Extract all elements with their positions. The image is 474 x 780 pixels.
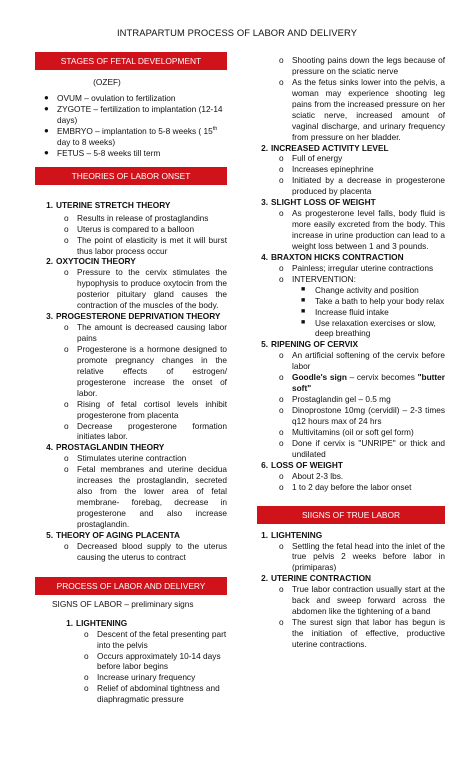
hollow-circle-icon: o xyxy=(279,617,284,628)
hollow-circle-icon: o xyxy=(279,584,284,595)
list-item: o As progesterone level falls, body fluid is more easily excreted from the body. This increase in urine production can lead to a weight loss between 1 and 3 pounds. xyxy=(279,208,445,251)
list-item: o True labor contraction usually start at the back and sweep forward across the abdomen like the tightening of a band xyxy=(279,584,445,617)
list-item: o Progesterone is a hormone designed to promote pregnancy changes in the relative effects of estrogen/ progesterone increase the onset of labor. xyxy=(64,343,227,398)
list-item: ■ Use relaxation exercises or slow, deep breathing xyxy=(301,317,436,339)
list-item: o Uterus is compared to a balloon xyxy=(64,223,195,234)
list-item: 5. RIPENING OF CERVIX xyxy=(261,339,358,350)
list-item: o Done if cervix is "UNRIPE" or thick and undilated xyxy=(279,437,445,459)
hollow-circle-icon: o xyxy=(279,76,284,87)
list-item: o Prostaglandin gel – 0.5 mg xyxy=(279,394,391,405)
list-item: o Rising of fetal cortisol levels inhibit progesterone from placenta xyxy=(64,398,227,420)
list-item: o INTERVENTION: xyxy=(279,273,356,284)
sign-list xyxy=(250,530,445,541)
bullet-icon: ● xyxy=(44,125,49,135)
list-item: 2. INCREASED ACTIVITY LEVEL xyxy=(261,142,389,153)
list-item: 1. UTERINE STRETCH THEORY xyxy=(46,199,171,210)
sub-list xyxy=(250,471,445,493)
hollow-circle-icon: o xyxy=(279,405,284,415)
list-item: o Pressure to the cervix stimulates the hypophysis to produce oxytocin from the posterior pituitary gland causes the contraction of the muscles of the body. xyxy=(64,267,227,311)
hollow-circle-icon: o xyxy=(279,55,284,65)
list-item: o The surest sign that labor has begun is the initiation of effective, productive uterine contractions. xyxy=(279,617,445,649)
section-banner-labor-delivery: PROCESS OF LABOR AND DELIVERY xyxy=(35,577,227,595)
left-column xyxy=(35,52,227,705)
hollow-circle-icon: o xyxy=(279,208,284,219)
hollow-circle-icon: o xyxy=(64,398,69,409)
sign-list xyxy=(250,339,445,350)
sub-list xyxy=(35,213,227,257)
hollow-circle-icon: o xyxy=(279,481,284,492)
acronym-label: (OZEF) xyxy=(93,77,121,88)
list-item: o Descent of the fetal presenting part into the pelvis xyxy=(84,628,227,650)
hollow-circle-icon: o xyxy=(64,420,69,431)
sub-list xyxy=(55,629,227,706)
list-item: ● ZYGOTE – fertilization to implantation (12-14 days) xyxy=(44,103,223,125)
list-item: o Fetal membranes and uterine decidua increases the prostaglandin, secreted also from the lower area of fetal membrane- forebag, decrease in progesterone and also increase prostaglandin. xyxy=(64,464,227,529)
hollow-circle-icon: o xyxy=(279,540,284,551)
list-item: 4. BRAXTON HICKS CONTRACTION xyxy=(261,251,404,262)
hollow-circle-icon: o xyxy=(64,540,69,551)
hollow-circle-icon: o xyxy=(279,175,284,186)
theory-list xyxy=(35,200,227,211)
hollow-circle-icon: o xyxy=(279,164,284,175)
list-item: o Initiated by a decrease in progesterone produced by placenta xyxy=(279,175,445,197)
list-item: ■ Take a bath to help your body relax xyxy=(301,295,445,306)
bullet-icon: ● xyxy=(44,93,49,103)
theory-list xyxy=(35,442,227,453)
section-banner-labor-onset: THEORIES OF LABOR ONSET xyxy=(35,167,227,185)
list-item: 3. PROGESTERONE DEPRIVATION THEORY xyxy=(46,311,221,322)
sign-list xyxy=(250,143,445,154)
list-item: 4. PROSTAGLANDIN THEORY xyxy=(46,442,165,453)
hollow-circle-icon: o xyxy=(64,343,69,354)
square-bullet-icon: ■ xyxy=(301,318,306,326)
list-item: o Settling the fetal head into the inlet of the true pelvis 2 weeks before labor in (primiparas) xyxy=(279,540,445,573)
hollow-circle-icon: o xyxy=(279,372,284,383)
sub-list xyxy=(35,267,227,311)
hollow-circle-icon: o xyxy=(279,153,284,164)
list-item: o Stimulates uterine contraction xyxy=(64,453,187,464)
hollow-circle-icon: o xyxy=(84,628,89,639)
list-item: o An artificial softening of the cervix before labor xyxy=(279,350,445,372)
sign-list xyxy=(250,573,445,584)
hollow-circle-icon: o xyxy=(84,672,89,683)
hollow-circle-icon: o xyxy=(279,262,284,273)
page-title: INTRAPARTUM PROCESS OF LABOR AND DELIVERY xyxy=(116,27,358,38)
sub-list xyxy=(250,208,445,252)
list-item: 6. LOSS OF WEIGHT xyxy=(261,459,343,470)
section-banner-true-labor: SIIGNS OF TRUE LABOR xyxy=(257,506,445,524)
list-item: o Shooting pains down the legs because of pressure on the sciatic nerve xyxy=(279,55,445,76)
list-item: o Results in release of prostaglandins xyxy=(64,212,209,223)
hollow-circle-icon: o xyxy=(84,650,89,661)
hollow-circle-icon: o xyxy=(279,470,284,481)
sub-list xyxy=(250,55,445,143)
sub-list xyxy=(250,263,445,285)
sign-list xyxy=(250,197,445,208)
list-item: o As the fetus sinks lower into the pelvis, a woman may experience shooting leg pains from the increased pressure on her sciatic nerve, increased amount of vaginal discharge, and urinary frequency from pressure on her bladder. xyxy=(279,76,445,142)
sign-list xyxy=(250,252,445,263)
list-item: 3. SLIGHT LOSS OF WEIGHT xyxy=(261,197,376,208)
list-item: o Full of energy xyxy=(279,153,343,164)
list-item: ■ Increase fluid intake xyxy=(301,306,389,317)
hollow-circle-icon: o xyxy=(64,212,69,223)
sign-list xyxy=(55,618,227,629)
hollow-circle-icon: o xyxy=(64,464,69,475)
sign-list xyxy=(250,460,445,471)
hollow-circle-icon: o xyxy=(279,350,284,361)
sub-list xyxy=(35,541,227,563)
hollow-circle-icon: o xyxy=(279,437,284,448)
square-bullet-icon: ■ xyxy=(301,285,306,293)
list-item: 1. LIGHTENING xyxy=(261,529,323,540)
hollow-circle-icon: o xyxy=(279,394,284,405)
square-bullet-icon: ■ xyxy=(301,307,306,315)
bullet-icon: ● xyxy=(44,147,49,157)
list-item: ● OVUM – ovulation to fertilization xyxy=(44,93,176,104)
hollow-circle-icon: o xyxy=(279,273,284,284)
hollow-circle-icon: o xyxy=(64,322,69,333)
list-item: ● EMBRYO – implantation to 5-8 weeks ( 15th day to 8 weeks) xyxy=(44,125,218,147)
list-item: o Decrease progesterone formation initiates labor. xyxy=(64,420,227,442)
hollow-circle-icon: o xyxy=(279,426,284,437)
list-item: o Relief of abdominal tightness and diaphragmatic pressure xyxy=(84,683,220,705)
list-item: o Dinoprostone 10mg (cervidil) – 2-3 times q12 hours max of 24 hrs xyxy=(279,405,445,426)
sub-list xyxy=(35,322,227,442)
list-item: 1. LIGHTENING xyxy=(66,617,128,628)
list-item: o Goodle's sign – cervix becomes "butter soft" xyxy=(279,372,446,394)
hollow-circle-icon: o xyxy=(84,683,89,694)
list-item: o Occurs approximately 10-14 days before labor begins xyxy=(84,650,221,672)
list-item: ■ Change activity and position xyxy=(301,284,419,295)
signs-subheading: SIGNS OF LABOR – preliminary signs xyxy=(52,598,194,609)
list-item: 2. OXYTOCIN THEORY xyxy=(46,256,136,267)
intervention-list xyxy=(250,285,445,340)
square-bullet-icon: ■ xyxy=(301,296,306,304)
list-item: o The amount is decreased causing labor pains xyxy=(64,322,227,343)
list-item: o Increases epinephrine xyxy=(279,164,374,175)
list-item: o Decreased blood supply to the uterus causing the uterus to contract xyxy=(64,540,227,562)
list-item: o Painless; irregular uterine contractions xyxy=(279,262,434,273)
sub-list xyxy=(35,453,227,530)
list-item: o Multivitamins (oil or soft gel form) xyxy=(279,426,414,437)
list-item: 5. THEORY OF AGING PLACENTA xyxy=(46,529,180,540)
sub-list xyxy=(250,350,445,459)
list-item: 2. UTERINE CONTRACTION xyxy=(261,573,372,584)
list-item: ● FETUS – 5-8 weeks till term xyxy=(44,147,161,158)
bullet-icon: ● xyxy=(44,103,49,113)
theory-list xyxy=(35,256,227,267)
list-item: o Increase urinary frequency xyxy=(84,672,196,683)
right-column xyxy=(257,55,445,650)
hollow-circle-icon: o xyxy=(64,267,69,278)
sub-list xyxy=(250,541,445,574)
hollow-circle-icon: o xyxy=(64,234,69,245)
theory-list xyxy=(35,311,227,322)
list-item: o The point of elasticity is met it will burst thus labor process occur xyxy=(64,234,227,256)
section-banner-fetal-development: STAGES OF FETAL DEVELOPMENT xyxy=(35,52,227,70)
theory-list xyxy=(35,530,227,541)
sub-list xyxy=(250,584,445,650)
hollow-circle-icon: o xyxy=(64,453,69,464)
list-item: o 1 to 2 day before the labor onset xyxy=(279,481,412,492)
hollow-circle-icon: o xyxy=(64,223,69,234)
fetal-stage-list xyxy=(35,93,227,159)
list-item: o About 2-3 lbs. xyxy=(279,470,344,481)
sub-list xyxy=(250,153,445,197)
